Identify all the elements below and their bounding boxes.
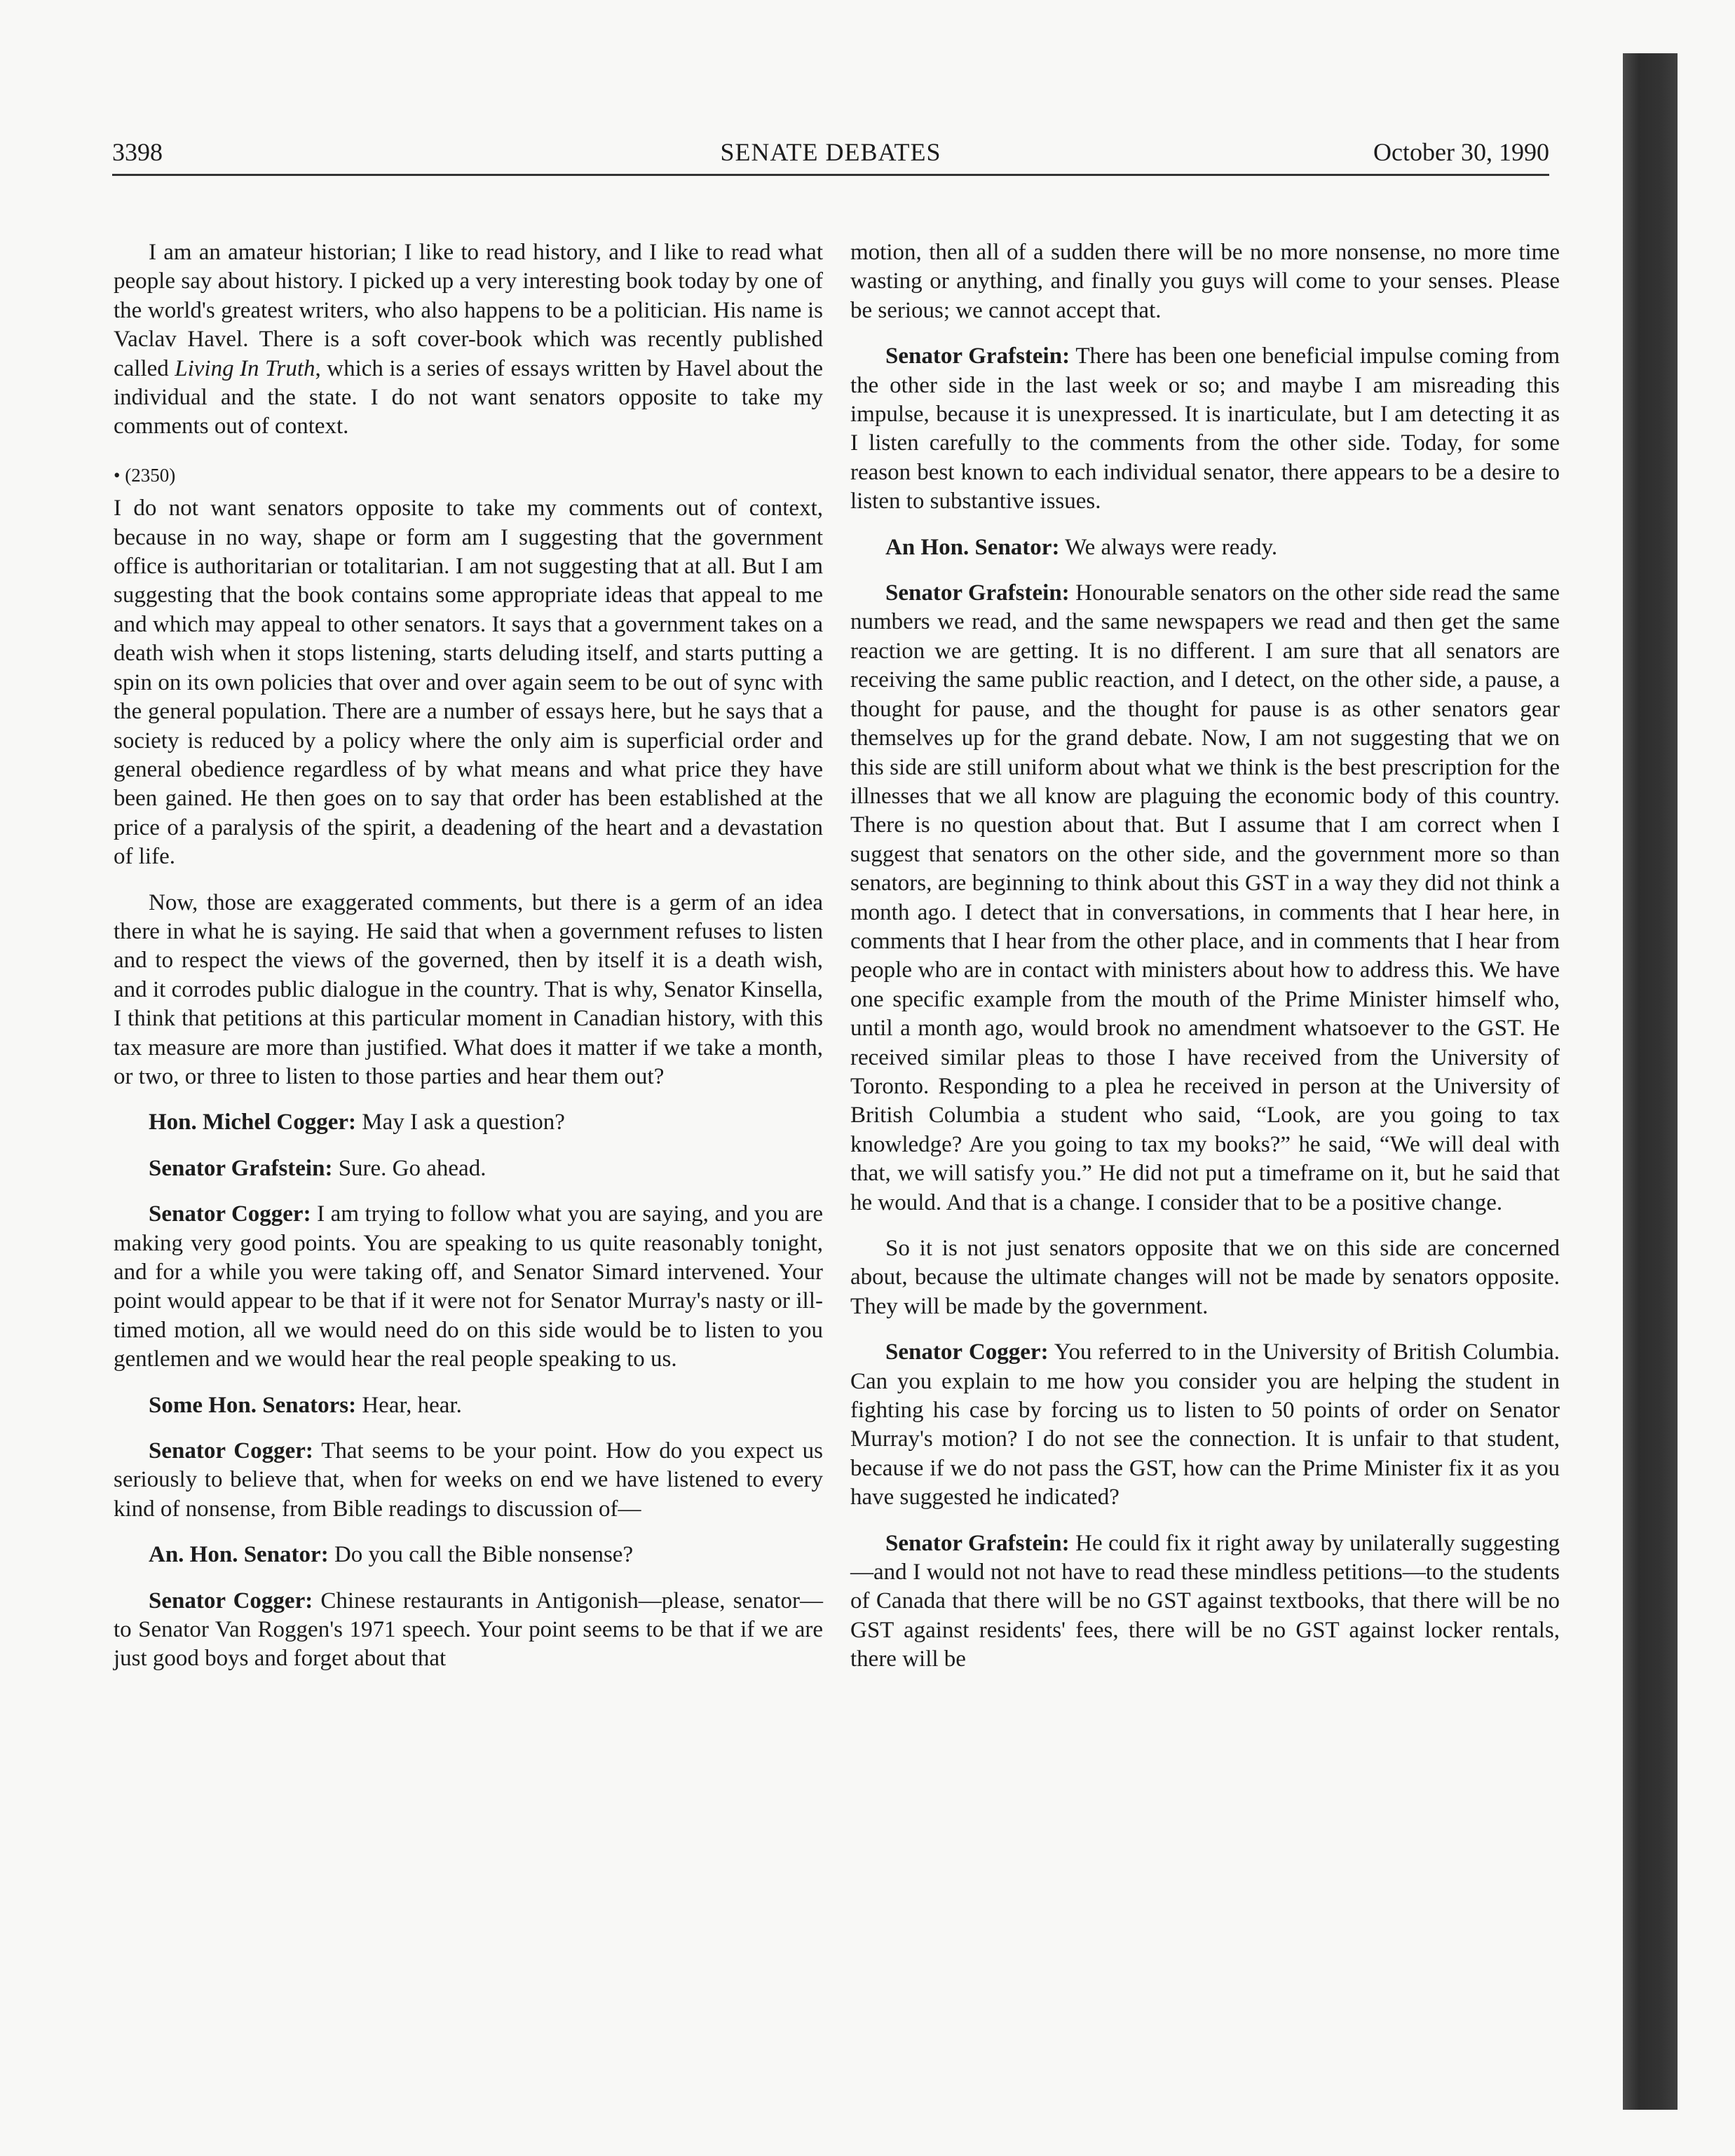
speaker-name: Hon. Michel Cogger:	[149, 1110, 357, 1135]
speaker-name: Senator Cogger:	[149, 1201, 311, 1227]
paragraph-continued: motion, then all of a sudden there will be no more nonsense, no more time wasting or anything, and finally you guys will come to your senses. Please be serious; we cannot accept that.	[850, 240, 1560, 323]
page-header	[112, 137, 1549, 176]
paragraph: I am an amateur historian; I like to read history, and I like to read what people say about history. I picked up a very interesting book today by one of the world's greatest writers, who also happens to be a politician. His name is Vaclav Havel. There is a soft cover-book which was recently published called Living In Truth, which is a series of essays written by Havel about the individual and the state. I do not want senators opposite to take my comments out of context.	[114, 240, 824, 439]
speaker-name: Senator Grafstein:	[149, 1155, 333, 1181]
speaker-name: Senator Cogger:	[149, 1438, 313, 1464]
paragraph: So it is not just senators opposite that we on this side are concerned about, because the ultimate changes will not be made by senators opposite. They will be made by the government.	[850, 1236, 1560, 1319]
book-title: Living In Truth	[175, 355, 315, 381]
speaker-name: Senator Grafstein:	[885, 1530, 1070, 1556]
speech: Senator Cogger: You referred to in the University of British Columbia. Can you explain to me how you consider you are helping the student in fighting his case by forcing us to listen to 50 points of order on Senator Murray's motion? I do not see the connection. It is unfair to that student, because if we do not pass the GST, how can the Prime Minister fix it as you have suggested he indicated?	[850, 1339, 1560, 1510]
speech: Senator Cogger: I am trying to follow what you are saying, and you are making very good points. You are speaking to us quite reasonably tonight, and for a while you were taking off, and Senator Simard intervened. Your point would appear to be that if it were not for Senator Murray's nasty or ill-timed motion, all we would need do on this side would be to listen to you gentlemen and we would hear the real people speaking to us.	[114, 1201, 823, 1372]
scan-edge-shadow	[1623, 53, 1678, 2110]
speaker-name: Senator Cogger:	[885, 1339, 1049, 1365]
speech: Senator Grafstein: He could fix it right away by unilaterally suggesting—and I would not not have to read these mindless petitions—to the students of Canada that there will be no GST against textbooks, that there will be no GST against residents' fees, there will be no GST against locker rentals, there will be	[850, 1530, 1560, 1672]
right-column	[850, 238, 1560, 1691]
time-marker: • (2350)	[114, 464, 176, 486]
speaker-name: Senator Grafstein:	[885, 343, 1070, 369]
speaker-name: Senator Cogger:	[149, 1588, 313, 1613]
speaker-name: Some Hon. Senators:	[149, 1392, 357, 1418]
speech: Senator Grafstein: Sure. Go ahead.	[149, 1155, 487, 1181]
left-column	[114, 238, 823, 1691]
paragraph: Now, those are exaggerated comments, but there is a germ of an idea there in what he is saying. He said that when a government refuses to listen and to respect the views of the governed, then by itself it is a death wish, and it corrodes public dialogue in the country. That is why, Senator Kinsella, I think that petitions at this particular moment in Canadian history, with this tax measure are more than justified. What does it matter if we take a month, or two, or three to listen to those parties and hear them out?	[114, 889, 823, 1089]
speech: Senator Cogger: That seems to be your point. How do you expect us seriously to believe that, when for weeks on end we have listened to every kind of nonsense, from Bible readings to discussion of—	[114, 1438, 823, 1522]
page-number: 3398	[112, 138, 163, 166]
speaker-name: An. Hon. Senator:	[149, 1542, 329, 1568]
speech: An. Hon. Senator: Do you call the Bible nonsense?	[149, 1542, 634, 1568]
speaker-name: Senator Grafstein:	[885, 580, 1070, 606]
speech: Senator Grafstein: Honourable senators on the other side read the same numbers we read, and the same newspapers we read and then get the same reaction we are getting. It is no different. I am sure that all senators are receiving the same public reaction, and I detect, on the other side, a pause, a thought for pause, and the thought for pause is as other senators gear themselves up for the grand debate. Now, I am not suggesting that we on this side are still uniform about what we think is the best prescription for the illnesses that we all know are plaguing the economic body of this country. There is no question about that. But I assume that I am correct when I suggest that senators on the other side, and the government more so than senators, are beginning to think about this GST in a way they did not think a month ago. I detect that in conversations, in comments that I hear here, in comments that I hear from the other place, and in comments that I hear from people who are in contact with ministers about how to address this. We have one specific example from the mouth of the Prime Minister himself who, until a month ago, would brook no amendment whatsoever to the GST. He received similar pleas to those I have received from the University of Toronto. Responding to a plea he received in person at the University of British Columbia a student who said, “Look, are you going to tax knowledge? Are you going to tax my books?” he said, “We will deal with that, we will satisfy you.” He did not put a timeframe on it, but he said that he would. And that is a change. I consider that to be a positive change.	[850, 580, 1560, 1215]
speech: Some Hon. Senators: Hear, hear.	[149, 1392, 462, 1418]
publication-date: October 30, 1990	[1373, 138, 1549, 166]
speech: Hon. Michel Cogger: May I ask a question?	[149, 1110, 565, 1135]
speech: Senator Grafstein: There has been one beneficial impulse coming from the other side in the last week or so; and maybe I am misreading this impulse, because it is unexpressed. It is inarticulate, but I am detecting it as I listen carefully to the comments from the other side. Today, for some reason best known to each individual senator, there appears to be a desire to listen to substantive issues.	[850, 343, 1560, 514]
speaker-name: An Hon. Senator:	[885, 534, 1060, 560]
speech: An Hon. Senator: We always were ready.	[885, 534, 1278, 560]
publication-title: SENATE DEBATES	[720, 138, 941, 166]
paragraph: I do not want senators opposite to take my comments out of context, because in no way, shape or form am I suggesting that the government office is authoritarian or totalitarian. I am not suggesting that at all. But I am suggesting that the book contains some appropriate ideas that appeal to me and which may appeal to other senators. It says that a government takes on a death wish when it stops listening, starts deluding itself, and starts putting a spin on its own policies that over and over again seem to be out of sync with the general population. There are a number of essays here, but he says that a society is reduced by a policy where the only aim is superficial order and general obedience regardless of by what means and what price they have been gained. He then goes on to say that order has been established at the price of a paralysis of the spirit, a deadening of the heart and a devastation of life.	[114, 496, 823, 870]
speech: Senator Cogger: Chinese restaurants in Antigonish—please, senator—to Senator Van Roggen's 1971 speech. Your point seems to be that if we are just good boys and forget about that	[114, 1588, 824, 1672]
